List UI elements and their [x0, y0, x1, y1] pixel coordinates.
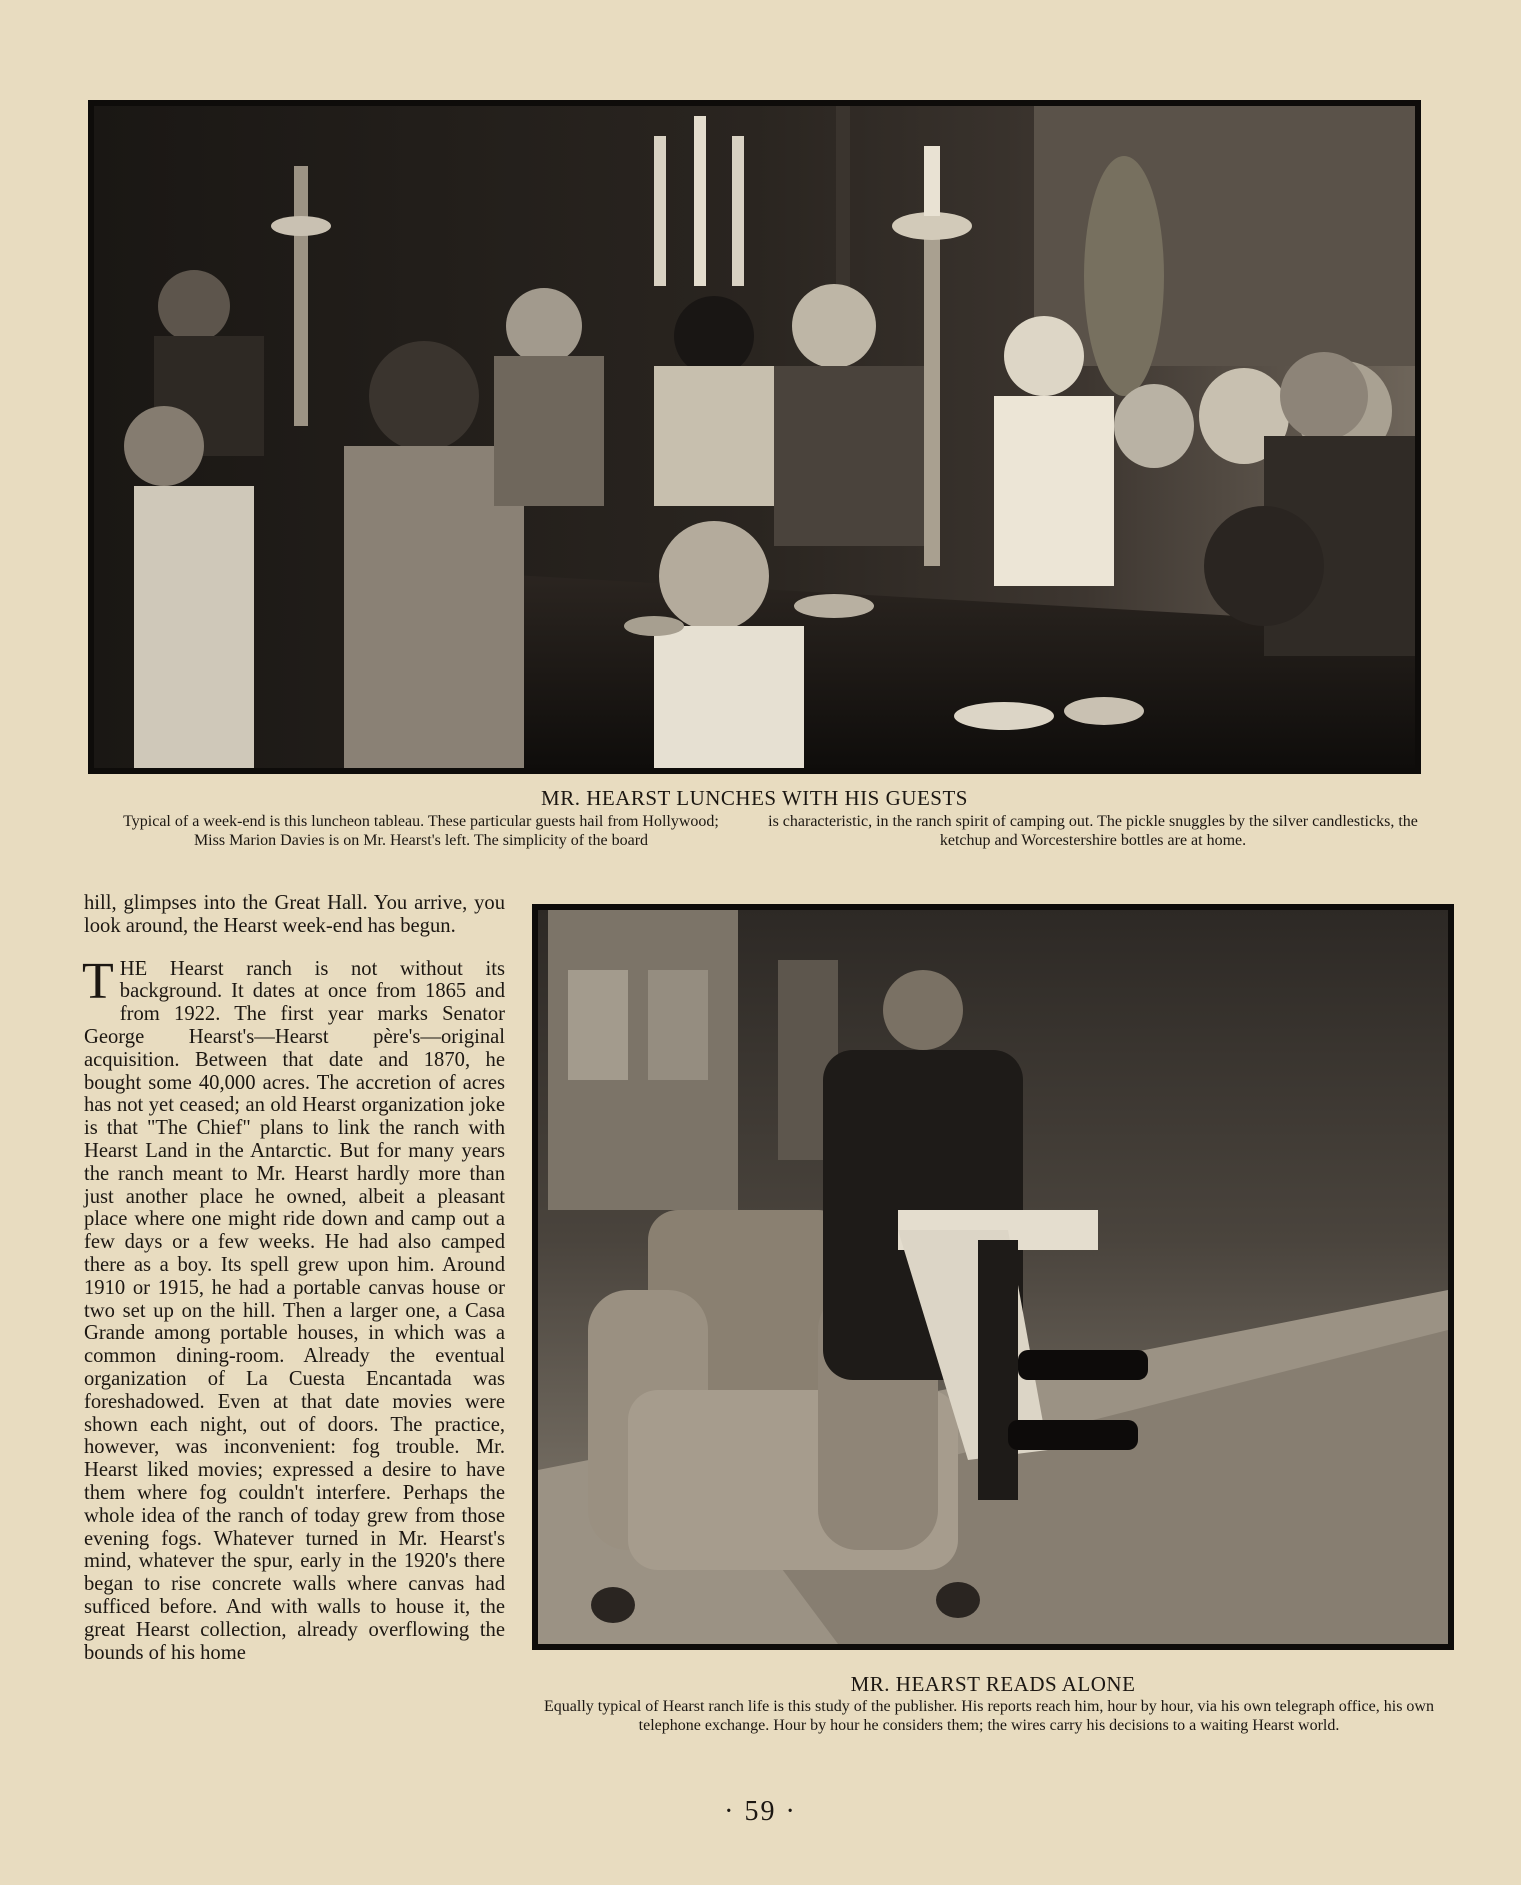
luncheon-caption-left: Typical of a week-end is this luncheon tableau. These particular guests hail from Hollywood; Miss Marion Davies is on Mr. Hearst's left. The simplicity of the board: [123, 813, 719, 849]
reading-photo-caption: Equally typical of Hearst ranch life is this study of the publisher. His reports reach him, hour by hour, via his own telegraph office, his own telephone exchange. Hour by hour he considers them; the wires carry his decisions to a waiting Hearst world.: [544, 1698, 1434, 1734]
luncheon-photo: [88, 100, 1421, 774]
article-paragraph-2-text: HE Hearst ranch is not without its background. It dates at once from 1865 and from 1922. The first year marks Senator George Hearst's—Hearst père's—original acquisition. Between that date and 1870, he bought some 40,000 acres. The accretion of acres has not yet ceased; an old Hearst organization joke is that "The Chief" plans to link the ranch with Hearst Land in the Antarctic. But for many years the ranch meant to Mr. Hearst hardly more than just another place he owned, albeit a pleasant place where one might ride down and camp out a few days or a few weeks. He had also camped there as a boy. Its spell grew upon him. Around 1910 or 1915, he had a portable canvas house or two set up on the hill. Then a larger one, a Casa Grande among portable houses, in which was a common dining-room. Already the eventual organization of La Cuesta Encantada was foreshadowed. Even at that date movies were shown each night, out of doors. The practice, however, was inconvenient: fog trouble. Mr. Hearst liked movies; expressed a desire to have them where fog couldn't interfere. Perhaps the whole idea of the ranch of today grew from those evening fogs. Whatever turned in Mr. Hearst's mind, whatever the spur, early in the 1920's there began to rise concrete walls where canvas had sufficed before. And with walls to house it, the great Hearst collection, already overflowing the bounds of his home: [84, 957, 505, 1664]
luncheon-photo-title: MR. HEARST LUNCHES WITH HIS GUESTS: [541, 786, 968, 810]
article-paragraph-1: hill, glimpses into the Great Hall. You arrive, you look around, the Hearst week-end has begun.: [84, 892, 505, 937]
page-number: · 59 ·: [724, 1796, 797, 1827]
drop-cap: T: [82, 952, 114, 1010]
luncheon-caption-right: is characteristic, in the ranch spirit of camping out. The pickle snuggles by the silver candlesticks, the ketchup and Worcestershire bottles are at home.: [768, 813, 1418, 849]
luncheon-photo-illustration: [94, 106, 1415, 768]
reading-photo-title: MR. HEARST READS ALONE: [850, 1672, 1136, 1696]
reading-photo-illustration: [538, 910, 1448, 1644]
article-body-column: [84, 892, 505, 1664]
reading-photo: [532, 904, 1454, 1650]
article-paragraph-2: [82, 952, 505, 1665]
